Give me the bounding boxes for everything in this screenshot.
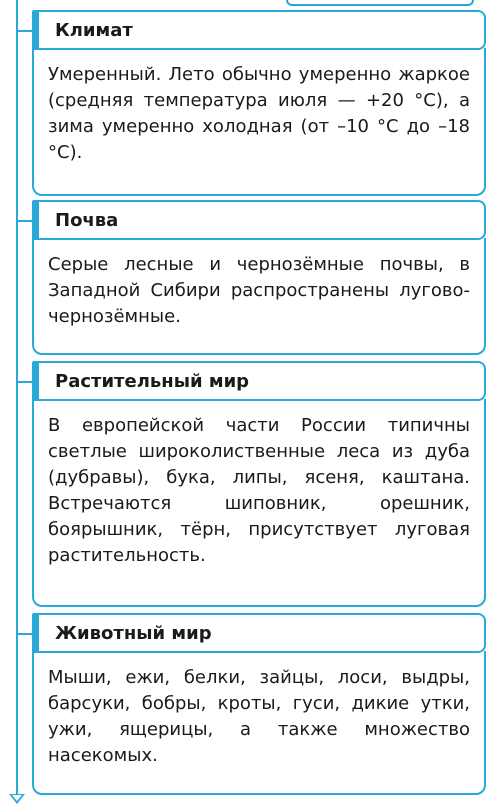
section-title: Почва <box>55 210 119 231</box>
section-flora <box>32 361 488 607</box>
section-text: Серые лесные и чернозёмные почвы, в Западной Сибири распространены лугово-чернозёмные. <box>48 254 470 327</box>
section-body <box>32 399 486 607</box>
section-title: Растительный мир <box>55 371 250 392</box>
section-body <box>32 651 486 795</box>
section-body <box>32 48 486 196</box>
section-title: Климат <box>55 20 133 41</box>
section-title: Животный мир <box>55 623 212 644</box>
previous-section-box-edge <box>286 0 474 6</box>
section-header <box>32 361 486 401</box>
section-text: Мыши, ежи, белки, зайцы, лоси, выдры, барсуки, бобры, кроты, гуси, дикие утки, ужи, ящерицы, а также множество насекомых. <box>48 667 470 766</box>
section-header <box>32 10 486 50</box>
section-header <box>32 613 486 653</box>
timeline-line <box>16 0 18 797</box>
section-climate <box>32 10 488 196</box>
section-soil <box>32 200 488 355</box>
section-fauna <box>32 613 488 795</box>
section-body <box>32 238 486 355</box>
section-text: В европейской части России типичны светлые широколиственные леса из дуба (дубравы), бука, липы, ясеня, каштана. Встречаются шиповник, орешник, боярышник, тёрн, присутствует луговая растительность. <box>48 415 470 566</box>
section-header <box>32 200 486 240</box>
arrow-down-icon <box>9 794 25 804</box>
section-text: Умеренный. Лето обычно умеренно жаркое (средняя температура июля — +20 °C), а зима умеренно холодная (от –10 °C до –18 °C). <box>48 64 470 163</box>
